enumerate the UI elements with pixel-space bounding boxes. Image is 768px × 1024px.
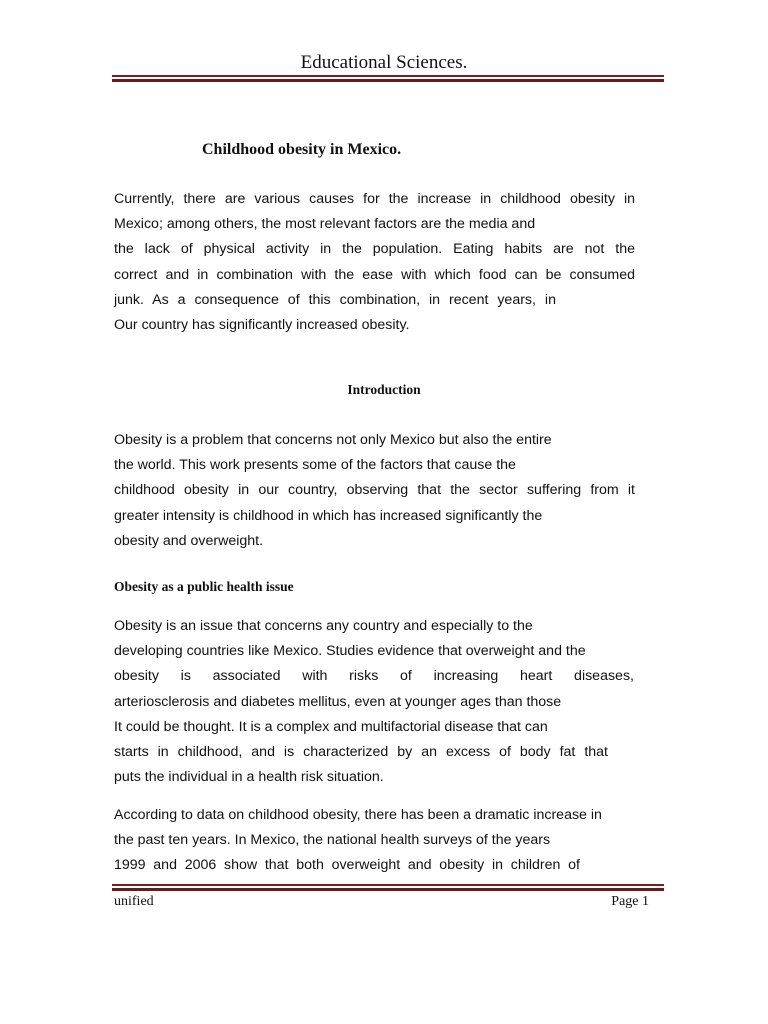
- paragraph-line: childhood obesity in our country, observing that the sector suffering from it: [114, 482, 635, 499]
- header-title: Educational Sciences.: [300, 52, 468, 73]
- footer-rule: [112, 884, 664, 891]
- paragraph-line: Currently, there are various causes for the increase in childhood obesity in: [114, 191, 635, 207]
- paragraph-line: the lack of physical activity in the population. Eating habits are not the: [114, 241, 635, 258]
- paragraph-line: starts in childhood, and is characterized by an excess of body fat that: [114, 744, 608, 761]
- introduction-heading: Introduction: [347, 382, 421, 397]
- paragraph-line: obesity is associated with risks of increasing heart diseases,: [114, 668, 634, 685]
- paragraph-line: 1999 and 2006 show that both overweight and obesity in children of: [114, 857, 580, 874]
- paragraph-line: Obesity is an issue that concerns any country and especially to the: [114, 618, 533, 634]
- page-number: Page 1: [611, 894, 649, 909]
- public-health-paragraph-2: [114, 803, 635, 879]
- public-health-heading: Obesity as a public health issue: [114, 579, 294, 594]
- paragraph-line: the past ten years. In Mexico, the national health surveys of the years: [114, 832, 551, 849]
- paragraph-line: correct and in combination with the ease with which food can be consumed: [114, 266, 635, 283]
- paragraph-line: Obesity is a problem that concerns not only Mexico but also the entire: [114, 432, 552, 448]
- paragraph-line: According to data on childhood obesity, there has been a dramatic increase in: [114, 807, 602, 823]
- paragraph-line: junk. As a consequence of this combination, in recent years, in: [114, 291, 556, 308]
- paragraph-line: greater intensity is childhood in which has increased significantly the: [114, 507, 543, 524]
- paragraph-line: It could be thought. It is a complex and multifactorial disease that can: [114, 718, 548, 735]
- paragraph-line: puts the individual in a health risk situation.: [114, 769, 384, 786]
- paragraph-line: Mexico; among others, the most relevant factors are the media and: [114, 216, 536, 233]
- intro-paragraph: [114, 187, 635, 338]
- paragraph-line: obesity and overweight.: [114, 532, 264, 549]
- public-health-paragraph-1: [114, 614, 635, 790]
- footer-left-text: unified: [114, 894, 154, 909]
- paragraph-line: the world. This work presents some of the factors that cause the: [114, 457, 516, 474]
- paragraph-line: arteriosclerosis and diabetes mellitus, even at younger ages than those: [114, 693, 562, 710]
- document-title: Childhood obesity in Mexico.: [202, 141, 402, 158]
- paragraph-line: developing countries like Mexico. Studies evidence that overweight and the: [114, 643, 586, 660]
- paragraph-line: Our country has significantly increased obesity.: [114, 317, 410, 334]
- header-rule: [112, 75, 664, 82]
- introduction-paragraph: [114, 428, 635, 554]
